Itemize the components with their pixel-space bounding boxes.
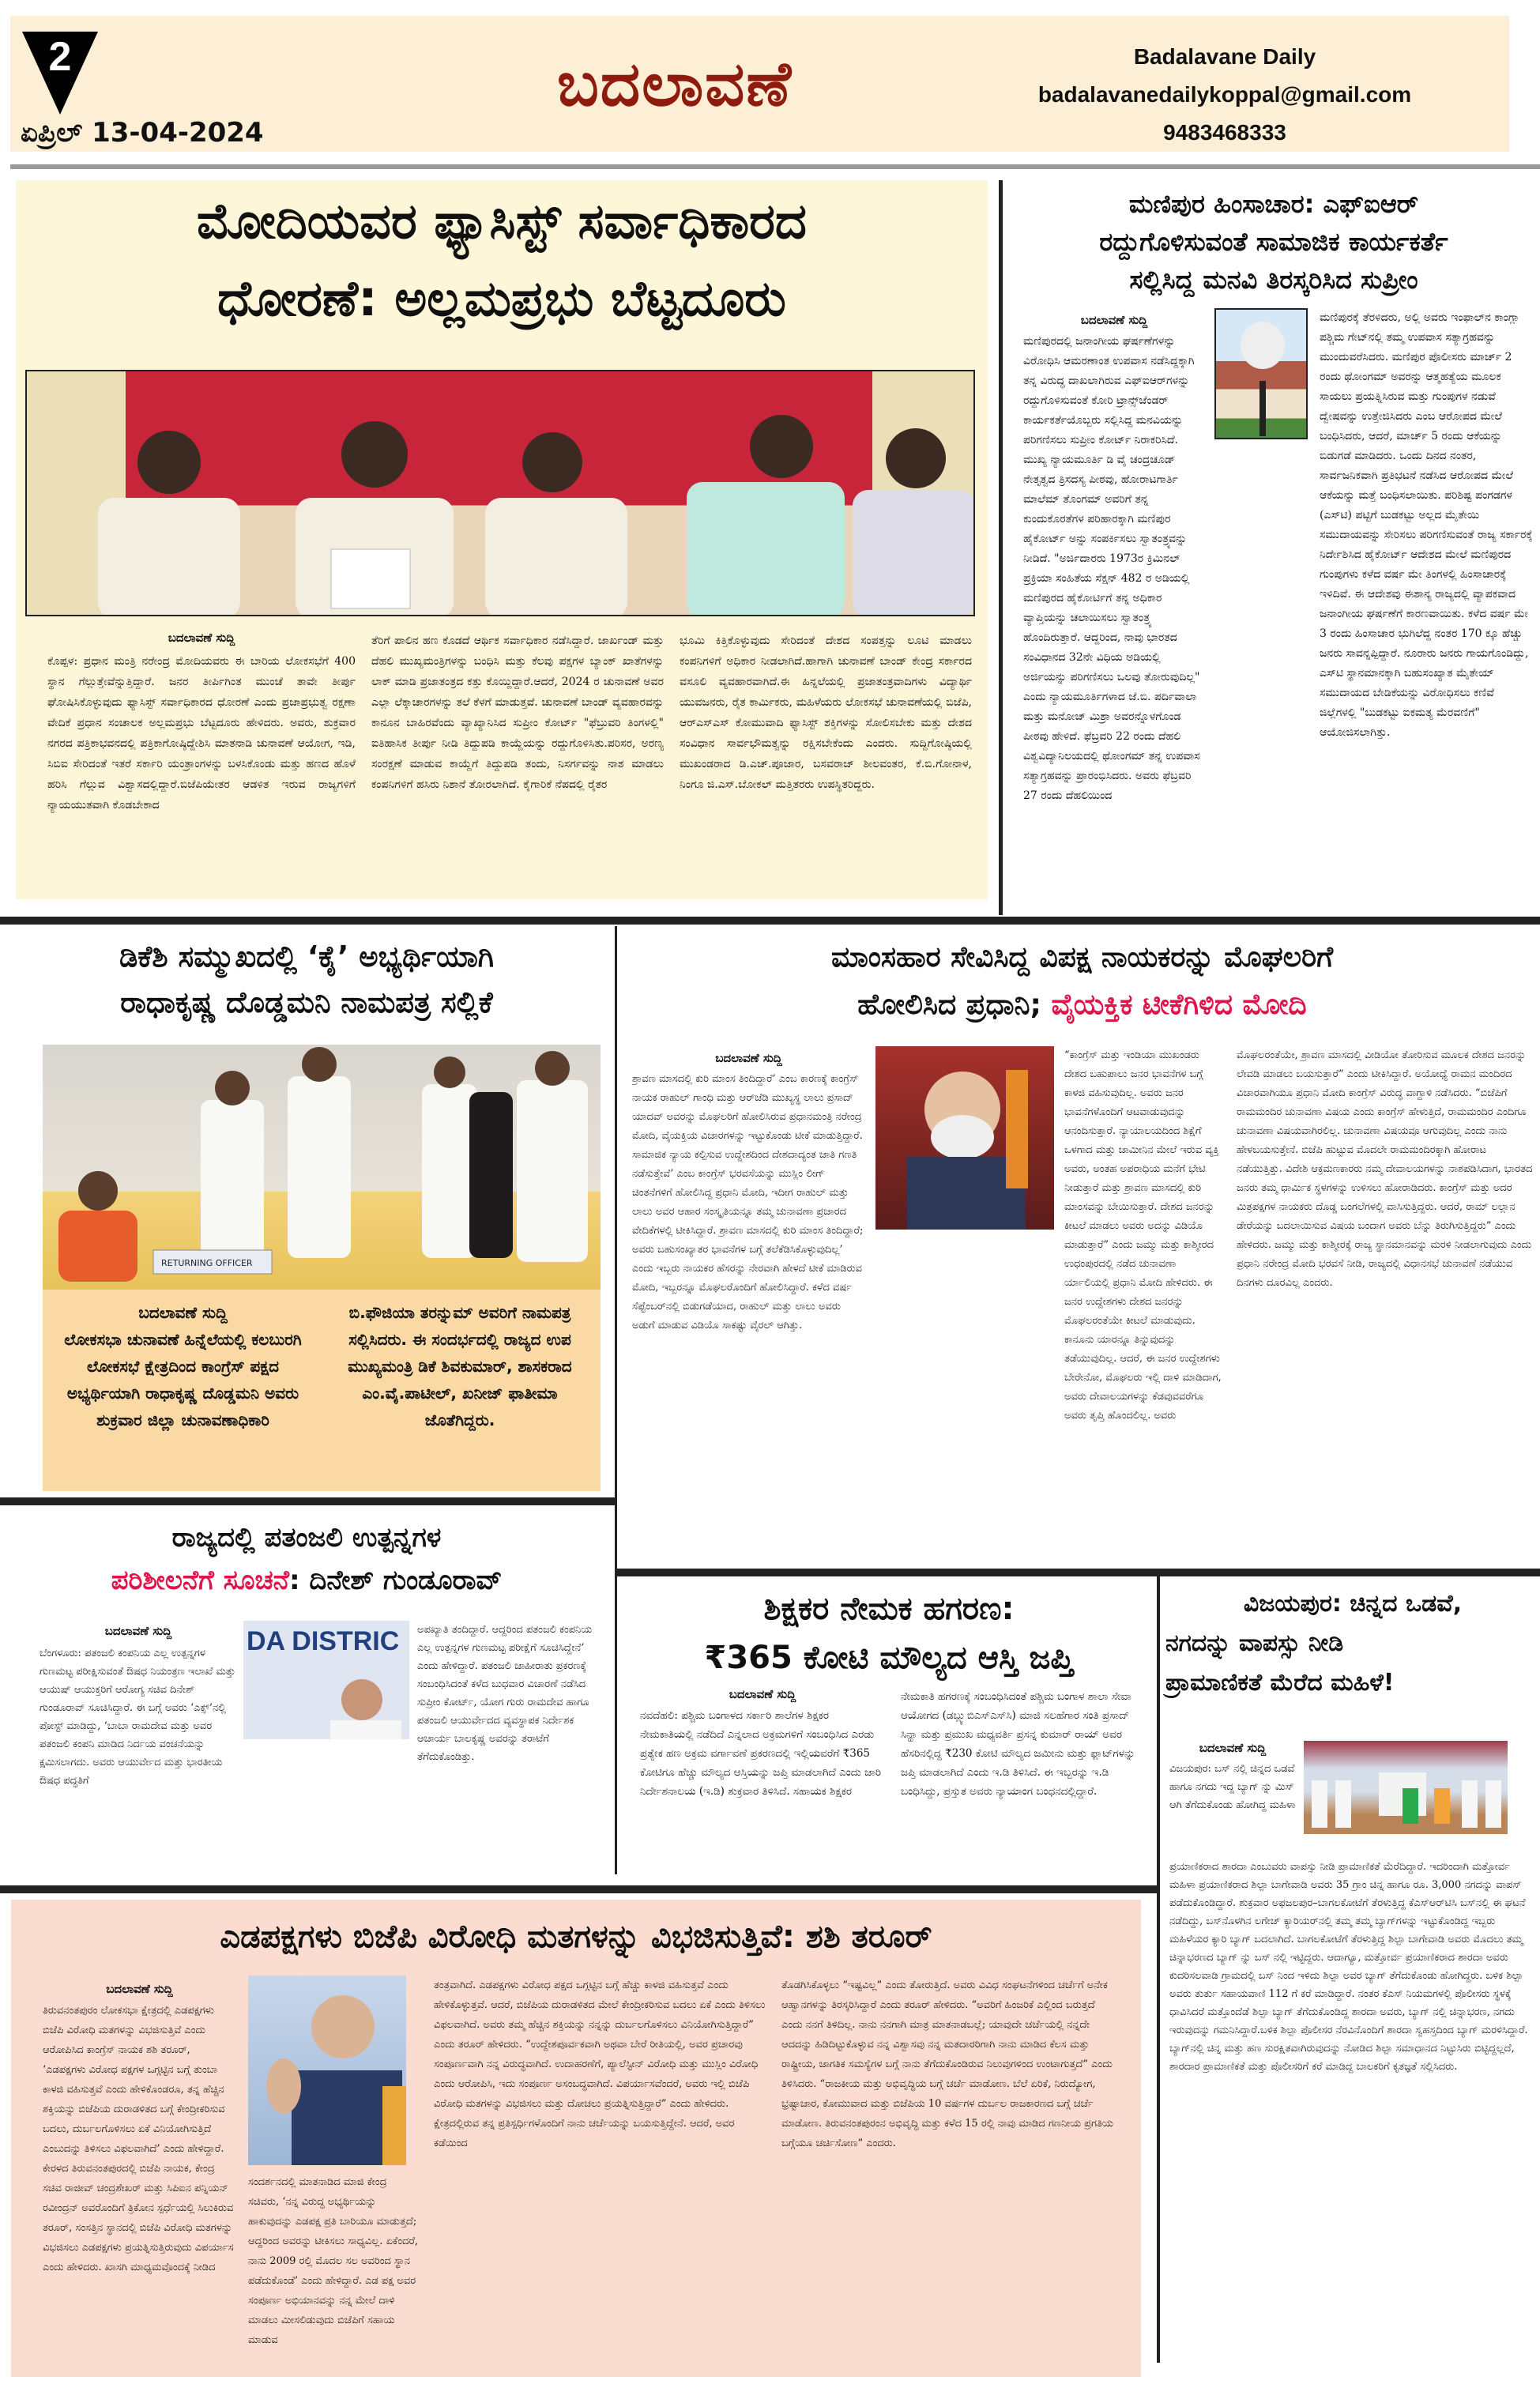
patanjali-headline-line2 bbox=[0, 1559, 613, 1602]
modi-headline-part-a: ಹೋಲಿಸಿದ ಪ್ರಧಾನಿ; bbox=[857, 989, 1041, 1021]
dk-article bbox=[0, 926, 613, 1495]
page-number: 2 bbox=[48, 34, 72, 80]
tharoor-headline: ಎಡಪಕ್ಷಗಳು ಬಿಜೆಪಿ ವಿರೋಧಿ ಮತಗಳನ್ನು ವಿಭಜಿಸುತ್ತಿವೆ: ಶಶಿ ತರೂರ್ bbox=[220, 1919, 932, 1955]
manipur-column-2: ಮಣಿಪುರಕ್ಕೆ ತೆರಳಿದರು, ಅಲ್ಲಿ ಅವರು ಇಂಫಾಲ್‌ನ ಕಾಂಗ್ಲಾ ಪಶ್ಚಿಮ ಗೇಟ್‌ನಲ್ಲಿ ತಮ್ಮ ಉಪವಾಸ ಸತ್ಯಾಗ್ರಹವನ್ನು ಮುಂದುವರೆಸಿದರು. ಮಣಿಪುರ ಪೊಲೀಸರು ಮಾರ್ಚ್ 2 ರಂದು ಥೋಂಗಮ್ ಅವರನ್ನು ಆತ್ಮಹತ್ಯೆಯ ಮೂಲಕ ಸಾಯಲು ಪ್ರಯತ್ನಿಸಿರುವ ಮತ್ತು ಗುಂಪುಗಳ ನಡುವೆ ದ್ವೇಷವನ್ನು ಉತ್ತೇಜಿಸಿದರು ಎಂಬ ಆರೋಪದ ಮೇಲೆ ಬಂಧಿಸಿದರು, ಆದರೆ, ಮಾರ್ಚ್ 5 ರಂದು ಆಕೆಯನ್ನು ಬಿಡುಗಡೆ ಮಾಡಿದರು. ಒಂದು ದಿನದ ನಂತರ, ಸಾರ್ವಜನಿಕವಾಗಿ ಪ್ರತಿಭಟನೆ ನಡೆಸಿದ ಆರೋಪದ ಮೇಲೆ ಆಕೆಯನ್ನು ಮತ್ತೆ ಬಂಧಿಸಲಾಯಿತು. ಪರಿಶಿಷ್ಟ ಪಂಗಡಗಳ (ಎಸ್‌ಟಿ) ಪಟ್ಟಿಗೆ ಬುಡಕಟ್ಟು ಅಲ್ಲದ ಮೈತೇಯಿ ಸಮುದಾಯವನ್ನು ಸೇರಿಸಲು ಪರಿಗಣಿಸುವಂತೆ ರಾಜ್ಯ ಸರ್ಕಾರಕ್ಕೆ ನಿರ್ದೇಶಿಸಿದ ಹೈಕೋರ್ಟ್ ಆದೇಶದ ಮೇಲೆ ಮಣಿಪುರದ ಗುಂಪುಗಳು ಕಳೆದ ವರ್ಷ ಮೇ ತಿಂಗಳಲ್ಲಿ ಹಿಂಸಾಚಾರಕ್ಕೆ ಇಳಿದಿವೆ. ಈ ಆದೇಶವು ಈಶಾನ್ಯ ರಾಜ್ಯದಲ್ಲಿ ವ್ಯಾಪಕವಾದ ಜನಾಂಗೀಯ ಘರ್ಷಣೆಗೆ ಕಾರಣವಾಯಿತು. ಕಳೆದ ವರ್ಷ ಮೇ 3 ರಂದು ಹಿಂಸಾಚಾರ ಭುಗಿಲೆದ್ದ ನಂತರ 170 ಕ್ಕೂ ಹೆಚ್ಚು ಜನರು ಸಾವನ್ನಪ್ಪಿದ್ದಾರೆ. ನೂರಾರು ಜನರು ಗಾಯಗೊಂಡಿದ್ದು, ಎಸ್‌ಟಿ ಸ್ಥಾನಮಾನಕ್ಕಾಗಿ ಬಹುಸಂಖ್ಯಾತ ಮೈತೇಯ್ ಸಮುದಾಯದ ಬೇಡಿಕೆಯನ್ನು ವಿರೋಧಿಸಲು ಕಣಿವೆ ಜಿಲ್ಲೆಗಳಲ್ಲಿ "ಬುಡಕಟ್ಟು ಐಕಮತ್ಯ ಮೆರವಣಿಗೆ" ಆಯೋಜಿಸಲಾಗಿತ್ತು. bbox=[1320, 311, 1533, 739]
nomination-photo bbox=[43, 1045, 601, 1290]
patanjali-article bbox=[0, 1505, 613, 1883]
teachers-kicker: ಬದಲಾವಣೆ ಸುದ್ದಿ bbox=[729, 1687, 796, 1701]
column-divider bbox=[999, 180, 1003, 915]
patanjali-kicker: ಬದಲಾವಣೆ ಸುದ್ದಿ bbox=[104, 1624, 172, 1638]
column-divider bbox=[1157, 1572, 1160, 2363]
column-divider bbox=[615, 926, 617, 1874]
vijayapura-article bbox=[1165, 1576, 1540, 2367]
tharoor-column-2: ಸಂದರ್ಶನದಲ್ಲಿ ಮಾತನಾಡಿದ ಮಾಜಿ ಕೇಂದ್ರ ಸಚಿವರು, ‘ನನ್ನ ವಿರುದ್ಧ ಅಭ್ಯರ್ಥಿಯನ್ನು ಹಾಕುವುದನ್ನು ಎಡಪಕ್ಷ ಪ್ರತಿ ಬಾರಿಯೂ ಮಾಡುತ್ತದೆ; ಆದ್ದರಿಂದ ಅವರನ್ನು ಟೀಕಿಸಲು ಸಾಧ್ಯವಿಲ್ಲ. ಏಕೆಂದರೆ, ನಾನು 2009 ರಲ್ಲಿ ಮೊದಲ ಸಲ ಅವರಿಂದ ಸ್ಥಾನ ಪಡೆದುಕೊಂಡೆ’ ಎಂದು ಹೇಳಿದ್ದಾರೆ. ಎಡ ಪಕ್ಷ ಅವರ ಸಂಪೂರ್ಣ ಅಭಿಯಾನವನ್ನು ನನ್ನ ಮೇಲೆ ದಾಳಿ ಮಾಡಲು ಮೀಸಲಿಡುವುದು ಬಿಜೆಪಿಗೆ ಸಹಾಯ ಮಾಡುವ bbox=[248, 2176, 418, 2346]
masthead-divider bbox=[10, 164, 1540, 169]
section-divider bbox=[0, 1885, 1158, 1893]
lead-article bbox=[16, 180, 988, 899]
modi-headline-line1: ಮಾಂಸಹಾರ ಸೇವಿಸಿದ್ದ ವಿಪಕ್ಷ ನಾಯಕರನ್ನು ಮೊಘಲರಿಗೆ bbox=[830, 941, 1334, 974]
dk-column-1: ಲೋಕಸಭಾ ಚುನಾವಣೆ ಹಿನ್ನೆಲೆಯಲ್ಲಿ ಕಲಬುರಗಿ ಲೋಕಸಭೆ ಕ್ಷೇತ್ರದಿಂದ ಕಾಂಗ್ರೆಸ್ ಪಕ್ಷದ ಅಭ್ಯರ್ಥಿಯಾಗಿ ರಾಧಾಕೃಷ್ಣ ದೊಡ್ಡಮನಿ ಅವರು ಶುಕ್ರವಾರ ಜಿಲ್ಲಾ ಚುನಾವಣಾಧಿಕಾರಿ bbox=[64, 1330, 302, 1429]
tharoor-column-1: ತಿರುವನಂತಪುರಂ ಲೋಕಸಭಾ ಕ್ಷೇತ್ರದಲ್ಲಿ ಎಡಪಕ್ಷಗಳು ಬಿಜೆಪಿ ವಿರೋಧಿ ಮತಗಳನ್ನು ವಿಭಜಿಸುತ್ತಿವೆ ಎಂದು ಆರೋಪಿಸಿದ ಕಾಂಗ್ರೆಸ್ ನಾಯಕ ಶಶಿ ತರೂರ್, ‘ಎಡಪಕ್ಷಗಳು ವಿರೋಧ ಪಕ್ಷಗಳ ಒಗ್ಗಟ್ಟಿನ ಬಗ್ಗೆ ತುಂಬಾ ಕಾಳಜಿ ವಹಿಸುತ್ತವೆ ಎಂದು ಹೇಳಿಕೊಂಡರೂ, ತನ್ನ ಹೆಚ್ಚಿನ ಶಕ್ತಿಯನ್ನು ಬಿಜೆಪಿಯ ದುರಾಡಳಿತದ ಬಗ್ಗೆ ಕೇಂದ್ರೀಕರಿಸುವ ಬದಲು, ದುರ್ಬಲಗೊಳಿಸಲು ಏಕೆ ವಿನಿಯೋಗಿಸುತ್ತಿದೆ ಎಂಬುದನ್ನು ತಿಳಿಸಲು ವಿಫಲವಾಗಿದೆ’ ಎಂದು ಹೇಳಿದ್ದಾರೆ. ಕೇರಳದ ತಿರುವನಂತಪುರದಲ್ಲಿ ಬಿಜೆಪಿ ನಾಯಕ, ಕೇಂದ್ರ ಸಚಿವ ರಾಜೀವ್ ಚಂದ್ರಶೇಖರ್ ಮತ್ತು ಸಿಪಿಐನ ಪನ್ನಿಯನ್ ರವೀಂದ್ರನ್ ಅವರೊಂದಿಗೆ ತ್ರಿಕೋನ ಸ್ಪರ್ಧೆಯಲ್ಲಿ ಸಿಲುಕಿರುವ ತರೂರ್, ಸಂಸತ್ತಿನ ಸ್ಥಾನದಲ್ಲಿ ಬಿಜೆಪಿ ವಿರೋಧಿ ಮತಗಳನ್ನು ವಿಭಜಿಸಲು ಎಡಪಕ್ಷಗಳು ಪ್ರಯತ್ನಿಸುತ್ತಿರುವುದು ವಿಪರ್ಯಾಸ ಎಂದು ಹೇಳಿದರು. ಖಾಸಗಿ ಮಾಧ್ಯಮವೊಂದಕ್ಕೆ ನೀಡಿದ bbox=[43, 2005, 234, 2273]
modi-headline-part-b: ವೈಯಕ್ತಿಕ ಟೀಕೆಗಿಳಿದ ಮೋದಿ bbox=[1051, 989, 1307, 1021]
vijayapura-headline-line2: ನಗದನ್ನು ವಾಪಸ್ಸು ನೀಡಿ bbox=[1165, 1629, 1344, 1657]
contact-phone: 9483468333 bbox=[1163, 120, 1286, 145]
supreme-court-photo bbox=[1214, 308, 1308, 439]
modi-portrait bbox=[875, 1046, 1054, 1230]
modi-kicker: ಬದಲಾವಣೆ ಸುದ್ದಿ bbox=[715, 1051, 782, 1065]
patanjali-headline-part-b: : ದಿನೇಶ್ ಗುಂಡೂರಾವ್ bbox=[288, 1565, 503, 1596]
nomination-illustration bbox=[43, 1045, 601, 1290]
vijayapura-headline-line3: ಪ್ರಾಮಾಣಿಕತೆ ಮೆರೆದ ಮಹಿಳೆ! bbox=[1165, 1669, 1395, 1697]
masthead-contact bbox=[1027, 38, 1422, 152]
modi-photo bbox=[875, 1046, 1054, 1230]
manipur-article bbox=[1007, 180, 1540, 915]
manipur-headline-line1: ಮಣಿಪುರ ಹಿಂಸಾಚಾರ: ಎಫ್ಐಆರ್ bbox=[1128, 189, 1419, 219]
section-divider bbox=[616, 1569, 1540, 1576]
teachers-column-2: ನೇಮಕಾತಿ ಹಗರಣಕ್ಕೆ ಸಂಬಂಧಿಸಿದಂತೆ ಪಶ್ಚಿಮ ಬಂಗಾಳ ಶಾಲಾ ಸೇವಾ ಆಯೋಗದ (ಡಬ್ಲ್ಯುಬಿಎಸ್‌ಎಸ್‌ಸಿ) ಮಾಜಿ ಸಲಹೆಗಾರ ಸಂತಿ ಪ್ರಸಾದ್ ಸಿನ್ಹಾ ಮತ್ತು ಪ್ರಮುಖ ಮಧ್ಯವರ್ತಿ ಪ್ರಸನ್ನ ಕುಮಾರ್ ರಾಯ್ ಅವರ ಹೆಸರಿನಲ್ಲಿದ್ದ ₹230 ಕೋಟಿ ಮೌಲ್ಯದ ಜಮೀನು ಮತ್ತು ಫ್ಲಾಟ್‌ಗಳನ್ನು ಜಪ್ತಿ ಮಾಡಲಾಗಿದೆ ಎಂದು ಇ.ಡಿ ತಿಳಿಸಿದೆ. ಈ ಇಬ್ಬರನ್ನು ಇ.ಡಿ ಬಂಧಿಸಿದ್ದು, ಪ್ರಸ್ತುತ ಅವರು ನ್ಯಾಯಾಂಗ ಬಂಧನದಲ್ಲಿದ್ದಾರೆ. bbox=[901, 1690, 1135, 1798]
tharoor-kicker: ಬದಲಾವಣೆ ಸುದ್ದಿ bbox=[106, 1982, 173, 1996]
patanjali-headline-part-a: ಪರಿಶೀಲನೆಗೆ ಸೂಚನೆ bbox=[111, 1565, 289, 1596]
modi-headline-line2 bbox=[624, 981, 1540, 1029]
dk-caption-panel bbox=[43, 1290, 601, 1491]
teachers-headline-line1: ಶಿಕ್ಷಕರ ನೇಮಕ ಹಗರಣ: bbox=[763, 1591, 1015, 1627]
press-meet-photo bbox=[25, 370, 975, 616]
manipur-headline-line3: ಸಲ್ಲಿಸಿದ್ದ ಮನವಿ ತಿರಸ್ಕರಿಸಿದ ಸುಪ್ರೀಂ bbox=[1129, 265, 1418, 295]
tharoor-column-4: ತೊಡಗಿಸಿಕೊಳ್ಳಲು “ಇಷ್ಟವಿಲ್ಲ” ಎಂದು ತೋರುತ್ತಿದೆ. ಅವರು ವಿವಿಧ ಸಂಘಟನೆಗಳಿಂದ ಚರ್ಚೆಗೆ ಅನೇಕ ಆಹ್ವಾನಗಳನ್ನು ತಿರಸ್ಕರಿಸಿದ್ದಾರೆ ಎಂದು ತರೂರ್ ಹೇಳಿದರು. “ಅವರಿಗೆ ಹಿಂಜರಿಕೆ ಎಲ್ಲಿಂದ ಬರುತ್ತದೆ ಎಂದು ನನಗೆ ತಿಳಿದಿಲ್ಲ. ನಾನು ನನಗಾಗಿ ಮಾತ್ರ ಮಾತನಾಡಬಲ್ಲೆ; ಯಾವುದೇ ಚರ್ಚೆಯಲ್ಲಿ ನನ್ನದೇ ಆದದನ್ನು ಹಿಡಿದಿಟ್ಟುಕೊಳ್ಳುವ ನನ್ನ ವಿಶ್ವಾಸವು ನನ್ನ ಮತದಾರರಿಗಾಗಿ ನಾನು ಮಾಡಿದ ಕೆಲಸ ಮತ್ತು ರಾಷ್ಟ್ರೀಯ, ಜಾಗತಿಕ ಸಮಸ್ಯೆಗಳ ಬಗ್ಗೆ ನಾನು ತೆಗೆದುಕೊಂಡಿರುವ ನಿಲುವುಗಳಿಂದ ಉಂಟಾಗುತ್ತದೆ” ಎಂದು ತಿಳಿಸಿದರು. “ರಾಜಕೀಯ ಮತ್ತು ಅಭಿವೃದ್ಧಿಯ ಬಗ್ಗೆ ಚರ್ಚೆ ಮಾಡೋಣ. ಬೆಲೆ ಏರಿಕೆ, ನಿರುದ್ಯೋಗ, ಭ್ರಷ್ಟಾಚಾರ, ಕೋಮುವಾದ ಮತ್ತು ಬಿಜೆಪಿಯ 10 ವರ್ಷಗಳ ದುರ್ಬಲ ರಾಜಕಾರಣದ ಬಗ್ಗೆ ಚರ್ಚೆ ಮಾಡೋಣ. ತಿರುವನಂತಪುರಂನ ಅಭಿವೃದ್ಧಿ ಮತ್ತು ಕಳೆದ 15 ರಲ್ಲಿ ನಾವು ಮಾಡಿದ ಗಣನೀಯ ಪ್ರಗತಿಯ ಬಗ್ಗೆಯೂ ಚರ್ಚಿಸೋಣ” ಎಂದರು. bbox=[781, 1979, 1113, 2149]
publication-name: Badalavane Daily bbox=[1133, 44, 1316, 69]
teachers-scam-article bbox=[624, 1576, 1154, 1881]
lead-column-3: ಭೂಮಿ ಕಿತ್ತಿಕೊಳ್ಳುವುದು ಸೇರಿದಂತೆ ದೇಶದ ಸಂಪತ್ತನ್ನು ಲೂಟಿ ಮಾಡಲು ಕಂಪನಿಗಳಿಗೆ ಅಧಿಕಾರ ನೀಡಲಾಗಿದೆ.ಹಾಗಾಗಿ ಚುನಾವಣೆ ಬಾಂಡ್ ಕೇಂದ್ರ ಸರ್ಕಾರದ ವಸೂಲಿ ವ್ಯವಹಾರವಾಗಿದೆ.ಈ ಹಿನ್ನಲೆಯಲ್ಲಿ ಪ್ರಜಾತಂತ್ರವಾದಿಗಳು ವಿದ್ಯಾರ್ಥಿ ಯುವಜನರು, ರೈತ ಕಾರ್ಮಿಕರು, ಮಹಿಳೆಯರು ಲೋಕಸಭೆ ಚುನಾವಣೆಯಲ್ಲಿ ಬಿಜೆಪಿ, ಆರ್‌ಎಸ್‌ಎಸ್ ಕೋಮುವಾದಿ ಫ್ಯಾಸಿಸ್ಟ್ ಶಕ್ತಿಗಳನ್ನು ಸೋಲಿಸಬೇಕು ಮತ್ತು ದೇಶದ ಸಂವಿಧಾನ ಸಾರ್ವಭೌಮತ್ವನ್ನು ರಕ್ಷಿಸಬೇಕೆಂದು ಎಂದರು. ಸುದ್ದಿಗೋಷ್ಠಿಯಲ್ಲಿ ಮುಖಂಡರಾದ ಡಿ.ಎಚ್.ಪೂಜಾರ, ಬಸವರಾಜ್ ಶೀಲವಂತರ, ಕೆ.ಬಿ.ಗೋನಾಳ, ನಿಂಗೂ ಜಿ.ಎಸ್.ಬೋಕಲ್ ಮತ್ತಿತರರು ಉಪಸ್ಥಿತರಿದ್ದರು. bbox=[680, 635, 972, 791]
dk-headline-line1: ಡಿಕೆಶಿ ಸಮ್ಮುಖದಲ್ಲಿ ‘ಕೈ’ ಅಭ್ಯರ್ಥಿಯಾಗಿ bbox=[119, 940, 494, 974]
lead-kicker: ಬದಲಾವಣೆ ಸುದ್ದಿ bbox=[168, 631, 235, 645]
lead-headline-line2: ಧೋರಣೆ: ಅಲ್ಲಮಪ್ರಭು ಬೆಟ್ಟದೂರು bbox=[217, 269, 786, 327]
contact-email[interactable]: badalavanedailykoppal@gmail.com bbox=[1037, 82, 1412, 107]
tharoor-photo bbox=[248, 1976, 406, 2165]
vijayapura-kicker: ಬದಲಾವಣೆ ಸುದ್ದಿ bbox=[1199, 1741, 1267, 1755]
modi-article bbox=[624, 926, 1540, 1527]
newspaper-logo: ಬದಲಾವಣೆ bbox=[557, 49, 793, 120]
patanjali-headline-line1: ರಾಜ್ಯದಲ್ಲಿ ಪತಂಜಲಿ ಉತ್ಪನ್ನಗಳ bbox=[171, 1522, 442, 1554]
issue-date: ಏಪ್ರಿಲ್ 13-04-2024 bbox=[21, 117, 264, 149]
dk-headline-line2: ರಾಧಾಕೃಷ್ಣ ದೊಡ್ಡಮನಿ ನಾಮಪತ್ರ ಸಲ್ಲಿಕೆ bbox=[120, 985, 493, 1019]
supreme-court-dome-icon bbox=[1216, 310, 1308, 439]
vijayapura-photo bbox=[1304, 1741, 1508, 1834]
tharoor-portrait bbox=[248, 1976, 406, 2165]
section-divider bbox=[0, 1497, 615, 1505]
dk-column-2: ಬಿ.ಫೌಜಿಯಾ ತರನ್ನುಮ್ ಅವರಿಗೆ ನಾಮಪತ್ರ ಸಲ್ಲಿಸಿದರು. ಈ ಸಂದರ್ಭದಲ್ಲಿ ರಾಜ್ಯದ ಉಪ ಮುಖ್ಯಮಂತ್ರಿ ಡಿಕೆ ಶಿವಕುಮಾರ್, ಶಾಸಕರಾದ ಎಂ.ವೈ.ಪಾಟೀಲ್, ಖನೀಜ್ ಫಾತೀಮಾ ಜೊತೆಗಿದ್ದರು. bbox=[348, 1303, 572, 1429]
dinesh-gundurao-photo bbox=[243, 1621, 409, 1739]
vijayapura-column-2: ಪ್ರಯಾಣಿಕರಾದ ಶಾರದಾ ಎಂಬುವರು ವಾಪಸ್ಸು ನೀಡಿ ಪ್ರಾಮಾಣಿಕತೆ ಮೆರೆದಿದ್ದಾರೆ. ಇದರಿಂದಾಗಿ ಮತ್ತೋರ್ವ ಮಹಿಳಾ ಪ್ರಯಾಣಿಕರಾದ ಶಿಲ್ಪಾ ಬಾಗೇವಾಡಿ ಅವರು 35 ಗ್ರಾಂ ಚಿನ್ನ ಹಾಗೂ ರೂ. 3,000 ನಗದನ್ನು ವಾಪಸ್ ಪಡೆದುಕೊಂಡಿದ್ದಾರೆ. ಶುಕ್ರವಾರ ಅಫಜಲಪುರ–ಬಾಗಲಕೋಟೆಗೆ ತೆರಳುತ್ತಿದ್ದ ಕೆಎಸ್‌ಆರ್‌ಟಿಸಿ ಬಸ್‌ನಲ್ಲಿ ಈ ಘಟನೆ ನಡೆದಿದ್ದು, ಬಸ್‌ನೊಳಗಿನ ಲಗೇಜ್ ಕ್ಯಾರಿಯರ್‌ನಲ್ಲಿ ತಮ್ಮ ತಮ್ಮ ಬ್ಯಾಗ್‌ಗಳನ್ನು ಇಟ್ಟುಕೊಂಡಿದ್ದ ಇಬ್ಬರು ಮಹಿಳೆಯರ ಕ್ಯಾರಿ ಬ್ಯಾಗ್ ಬದಲಾಗಿದೆ. ಬಾಗಲಕೋಟೆಗೆ ತೆರಳುತ್ತಿದ್ದ ಶಿಲ್ಪಾ ಬಾಗೇವಾಡಿ ಅವರು ಮೊದಲು ತಮ್ಮ ಚಿನ್ನಾಭರಣದ ಬ್ಯಾಗ್ ನ್ನು ಬಸ್ ನಲ್ಲಿ ಇಟ್ಟಿದ್ದರು. ಆದಾಗ್ಯೂ, ಮತ್ತೋರ್ವ ಪ್ರಯಾಣಿಕರಾದ ಶಾರದಾ ಅವರು ಕುದರಿಸಲವಾಡಿ ಗ್ರಾಮದಲ್ಲಿ ಬಸ್ ನಿಂದ ಇಳಿದು ಶಿಲ್ಪಾ ಅವರ ಬ್ಯಾಗ್ ತೆಗೆದುಕೊಂಡು ಹೋಗಿದ್ದರು. ಬಳಿಕ ಶಿಲ್ಪಾ ಅವರು ತುರ್ತು ಸಹಾಯವಾಣಿ 112 ಗೆ ಕರೆ ಮಾಡಿದ್ದಾರೆ. ನಂತರ ಕೆಎಸ್ ನಿಯಮಗಳಲ್ಲಿ ಪೊಲೀಸರು ಸ್ಥಳಕ್ಕೆ ಧಾವಿಸಿದರೆ ಮತ್ತೊಂದೆಡೆ ಶಿಲ್ಪಾ ಬ್ಯಾಗ್ ತೆಗೆದುಕೊಂಡಿದ್ದ ಶಾರದಾ ಅವರು, ಬ್ಯಾಗ್ ನಲ್ಲಿ ಚಿನ್ನಾಭರಣ, ನಗದು ಇರುವುದನ್ನು ಗಮನಿಸಿದ್ದಾರೆ.ಬಳಿಕ ಶಿಲ್ಪಾ ಪೊಲೀಸರ ನೆರವಿನೊಂದಿಗೆ ಶಾರದಾ ಸ್ವಹಸ್ತದಿಂದ ಬ್ಯಾಗ್ ಮರಳಿಸಿದ್ದಾರೆ. ಬ್ಯಾಗ್‌ನಲ್ಲಿ ಚಿನ್ನ ಮತ್ತು ಹಣ ಸುರಕ್ಷಿತವಾಗಿರುವುದನ್ನು ನೋಡಿದ ಶಿಲ್ಪಾ ಸಮಾಧಾನದ ನಿಟ್ಟುಸಿರು ಬಿಟ್ಟಿದ್ದಲ್ಲದೆ, ಶಾರದಾರ ಪ್ರಾಮಾಣಿಕತೆ ಮತ್ತು ಪೊಲೀಸರಿಗೆ ಕರೆ ಮಾಡಿದ್ದ ಬಾಲಕರಿಗೆ ಕೃತಜ್ಞತೆ ಸಲ್ಲಿಸಿದರು. bbox=[1169, 1861, 1528, 2073]
lead-column-2: ತೆರಿಗೆ ಪಾಲಿನ ಹಣ ಕೊಡದೆ ಆರ್ಥಿಕ ಸರ್ವಾಧಿಕಾರ ನಡೆಸಿದ್ದಾರೆ. ಜಾರ್ಖಂಡ್ ಮತ್ತು ದೆಹಲಿ ಮುಖ್ಯಮಂತ್ರಿಗಳನ್ನು ಬಂಧಿಸಿ ಮತ್ತು ಕೆಲವು ಪಕ್ಷಗಳ ಬ್ಯಾಂಕ್ ಖಾತೆಗಳನ್ನು ಲಾಕ್ ಮಾಡಿ ಪ್ರಜಾತಂತ್ರದ ಕತ್ತು ಕೊಯ್ದಿದ್ದಾರೆ.ಆದರೆ, 2024 ರ ಚುನಾವಣೆ ಅವರ ಎಲ್ಲಾ ಲೆಕ್ಕಾಚಾರಗಳನ್ನು ತಲೆ ಕೆಳಗೆ ಮಾಡುತ್ತವೆ. ಚುನಾವಣೆ ಬಾಂಡ್ ವ್ಯವಹಾರವನ್ನು ಕಾನೂನ ಬಾಹಿರವೆಂದು ವ್ಯಾಖ್ಯಾನಿಸಿದ ಸುಪ್ರೀಂ ಕೋರ್ಟ್ "ಫೆಬ್ರುವರಿ ತಿಂಗಳಲ್ಲಿ" ಐತಿಹಾಸಿಕ ತೀರ್ಪು ನೀಡಿ ತಿದ್ದುಪಡಿ ಕಾಯ್ದೆಯನ್ನು ರದ್ದುಗೊಳಿಸಿತು.ಪರಿಸರ, ಅರಣ್ಯ ಸಂರಕ್ಷಣೆ ಮಾಡುವ ಕಾಯ್ದೆಗೆ ತಿದ್ದುಪಡಿ ತಂದು, ನಿಸರ್ಗವನ್ನು ನಾಶ ಮಾಡಲು ಕಂಪನಿಗಳಿಗೆ ಹಸಿರು ನಿಶಾನೆ ತೋರಲಾಗಿದೆ. ಕೈಗಾರಿಕೆ ನೆಪದಲ್ಲಿ ರೈತರ bbox=[371, 635, 664, 791]
vijayapura-headline-line1: ವಿಜಯಪುರ: ಚಿನ್ನದ ಒಡವೆ, bbox=[1243, 1590, 1463, 1618]
modi-column-2: “ಕಾಂಗ್ರೆಸ್ ಮತ್ತು ಇಂಡಿಯಾ ಮುಖಂಡರು ದೇಶದ ಬಹುಪಾಲು ಜನರ ಭಾವನೆಗಳ ಬಗ್ಗೆ ಕಾಳಜಿ ವಹಿಸುವುದಿಲ್ಲ. ಅವರು ಜನರ ಭಾವನೆಗಳೊಂದಿಗೆ ಆಟವಾಡುವುದನ್ನು ಆನಂದಿಸುತ್ತಾರೆ. ನ್ಯಾಯಾಲಯದಿಂದ ಶಿಕ್ಷೆಗೆ ಒಳಗಾದ ಮತ್ತು ಜಾಮೀನಿನ ಮೇಲೆ ಇರುವ ವ್ಯಕ್ತಿ ಅವರು, ಅಂತಹ ಅಪರಾಧಿಯ ಮನೆಗೆ ಭೇಟಿ ನೀಡುತ್ತಾರೆ ಮತ್ತು ಶ್ರಾವಣ ಮಾಸದಲ್ಲಿ ಕುರಿ ಮಾಂಸವನ್ನು ಬೇಯಿಸುತ್ತಾರೆ. ದೇಶದ ಜನರನ್ನು ಕೀಟಲೆ ಮಾಡಲು ಅವರು ಅದನ್ನು ವಿಡಿಯೊ ಮಾಡುತ್ತಾರೆ” ಎಂದು ಜಮ್ಮು ಮತ್ತು ಕಾಶ್ಮೀರದ ಉಧಂಪುರದಲ್ಲಿ ನಡೆದ ಚುನಾವಣಾ ರ್ಯಾಲಿಯಲ್ಲಿ ಪ್ರಧಾನಿ ಮೋದಿ ಹೇಳಿದರು. ಈ ಜನರ ಉದ್ದೇಶಗಳು ದೇಶದ ಜನರನ್ನು ಮೊಘಲರಂತೆಯೇ ಕೀಟಲೆ ಮಾಡುವುದು. ಕಾನೂನು ಯಾರನ್ನೂ ತಿನ್ನುವುದನ್ನು ತಡೆಯುವುದಿಲ್ಲ. ಆದರೆ, ಈ ಜನರ ಉದ್ದೇಶಗಳು ಬೇರೇನೋ, ಮೊಘಲರು ಇಲ್ಲಿ ದಾಳಿ ಮಾಡಿದಾಗ, ಅವರು ದೇವಾಲಯಗಳನ್ನು ಕೆಡವುವವರೆಗೂ ಅವರು ತೃಪ್ತಿ ಹೊಂದಲಿಲ್ಲ. ಅವರು bbox=[1064, 1049, 1222, 1422]
section-divider bbox=[0, 917, 1540, 925]
teachers-headline-line2: ₹365 ಕೋಟಿ ಮೌಲ್ಯದ ಆಸ್ತಿ ಜಪ್ತಿ bbox=[704, 1640, 1074, 1676]
tharoor-column-3: ತಂತ್ರವಾಗಿದೆ. ಎಡಪಕ್ಷಗಳು ವಿರೋಧ ಪಕ್ಷದ ಒಗ್ಗಟ್ಟಿನ ಬಗ್ಗೆ ಹೆಚ್ಚು ಕಾಳಜಿ ವಹಿಸುತ್ತವೆ ಎಂದು ಹೇಳಿಕೊಳ್ಳುತ್ತವೆ. ಆದರೆ, ಬಿಜೆಪಿಯ ದುರಾಡಳಿತದ ಮೇಲೆ ಕೇಂದ್ರೀಕರಿಸುವ ಬದಲು ಏಕೆ ಎಂದು ತಿಳಿಸಲು ವಿಫಲವಾಗಿದೆ. ಅವರು ತಮ್ಮ ಹೆಚ್ಚಿನ ಶಕ್ತಿಯನ್ನು ನನ್ನನ್ನು ದುರ್ಬಲಗೊಳಿಸಲು ವಿನಿಯೋಗಿಸುತ್ತಿದ್ದಾರೆ” ಎಂದು ತರೂರ್ ಹೇಳಿದರು. “ಉದ್ದೇಶಪೂರ್ವಕವಾಗಿ ಅಥವಾ ಬೇರೆ ರೀತಿಯಲ್ಲಿ, ಅವರ ಪ್ರಚಾರವು ಸಂಪೂರ್ಣವಾಗಿ ನನ್ನ ವಿರುದ್ಧವಾಗಿದೆ. ಉದಾಹರಣೆಗೆ, ಪ್ಯಾಲೆಸ್ಟೀನ್ ವಿರೋಧಿ ಮತ್ತು ಮುಸ್ಲಿಂ ವಿರೋಧಿ ಎಂದು ಆರೋಪಿಸಿ, ಇದು ಸಂಪೂರ್ಣ ಅಸಂಬದ್ಧವಾಗಿದೆ. ವಿಪರ್ಯಾಸವೆಂದರೆ, ಅವರು ಇಲ್ಲಿ ಬಿಜೆಪಿ ವಿರೋಧಿ ಮತಗಳನ್ನು ವಿಭಜಿಸಲು ಮತ್ತು ದೋಚಲು ಪ್ರಯತ್ನಿಸುತ್ತಿದ್ದಾರೆ” ಎಂದು ಹೇಳಿದರು. ಕ್ಷೇತ್ರದಲ್ಲಿರುವ ತನ್ನ ಪ್ರತಿಸ್ಪರ್ಧಿಗಳೊಂದಿಗೆ ನಾನು ಚರ್ಚೆಯನ್ನು ಬಯಸುತ್ತಿದ್ದೇನೆ. ಆದರೆ, ಅವರ ಕಡೆಯಿಂದ bbox=[434, 1979, 766, 2149]
vijayapura-column-1: ವಿಜಯಪುರ: ಬಸ್ ನಲ್ಲಿ ಚಿನ್ನದ ಒಡವೆ ಹಾಗೂ ನಗದು ಇದ್ದ ಬ್ಯಾಗ್ ನ್ನು ಮಿಸ್ ಆಗಿ ತೆಗೆದುಕೊಂಡು ಹೋಗಿದ್ದ ಮಹಿಳಾ bbox=[1169, 1763, 1296, 1811]
patanjali-column-2: ಅಪಖ್ಯಾತಿ ತಂದಿದ್ದಾರೆ. ಆದ್ದರಿಂದ ಪತಂಜಲಿ ಕಂಪನಿಯ ಎಲ್ಲ ಉತ್ಪನ್ನಗಳ ಗುಣಮಟ್ಟ ಪರೀಕ್ಷೆಗೆ ಸೂಚಿಸಿದ್ದೇನೆ’ ಎಂದು ಹೇಳಿದ್ದಾರೆ. ಪತಂಜಲಿ ಜಾಹೀರಾತು ಪ್ರಕರಣಕ್ಕೆ ಸಂಬಂಧಿಸಿದಂತೆ ಕಳೆದ ಬುಧವಾರ ವಿಚಾರಣೆ ನಡೆಸಿದ ಸುಪ್ರೀಂ ಕೋರ್ಟ್, ಯೋಗ ಗುರು ರಾಮದೇವ ಹಾಗೂ ಪತಂಜಲಿ ಆಯುರ್ವೇದದ ವ್ಯವಸ್ಥಾಪಕ ನಿರ್ದೇಶಕ ಆಚಾರ್ಯ ಬಾಲಕೃಷ್ಣ ಅವರನ್ನು ತರಾಟೆಗೆ ತೆಗೆದುಕೊಂಡಿತ್ತು. bbox=[417, 1624, 593, 1763]
teachers-column-1: ನವದೆಹಲಿ: ಪಶ್ಚಿಮ ಬಂಗಾಳದ ಸರ್ಕಾರಿ ಶಾಲೆಗಳ ಶಿಕ್ಷಕರ ನೇಮಕಾತಿಯಲ್ಲಿ ನಡೆದಿದೆ ಎನ್ನಲಾದ ಅಕ್ರಮಗಳಿಗೆ ಸಂಬಂಧಿಸಿದ ಎರಡು ಪ್ರತ್ಯೇಕ ಹಣ ಅಕ್ರಮ ವರ್ಗಾವಣೆ ಪ್ರಕರಣದಲ್ಲಿ ಇಲ್ಲಿಯವರೆಗೆ ₹365 ಕೋಟಿಗೂ ಹೆಚ್ಚು ಮೌಲ್ಯದ ಆಸ್ತಿಯನ್ನು ಜಪ್ತಿ ಮಾಡಲಾಗಿದೆ ಎಂದು ಜಾರಿ ನಿರ್ದೇಶನಾಲಯ (ಇ.ಡಿ) ಶುಕ್ರವಾರ ತಿಳಿಸಿದೆ. ಸಹಾಯಕ ಶಿಕ್ಷಕರ bbox=[640, 1709, 881, 1798]
modi-column-3: ಮೊಘಲರಂತೆಯೇ, ಶ್ರಾವಣ ಮಾಸದಲ್ಲಿ ವೀಡಿಯೋ ತೋರಿಸುವ ಮೂಲಕ ದೇಶದ ಜನರನ್ನು ಲೇವಡಿ ಮಾಡಲು ಬಯಸುತ್ತಾರೆ” ಎಂದು ಟೀಕಿಸಿದ್ದಾರೆ. ಅಯೋಧ್ಯೆ ರಾಮನ ಮಂದಿರದ ವಿಚಾರವಾಗಿಯೂ ಪ್ರಧಾನಿ ಮೋದಿ ಕಾಂಗ್ರೆಸ್ ವಿರುದ್ಧ ವಾಗ್ದಾಳಿ ನಡೆಸಿದರು. “ಬಿಜೆಪಿಗೆ ರಾಮಮಂದಿರ ಚುನಾವಣಾ ವಿಷಯ ಎಂದು ಕಾಂಗ್ರೆಸ್ ಹೇಳುತ್ತಿದೆ, ರಾಮಮಂದಿರ ಎಂದಿಗೂ ಚುನಾವಣಾ ವಿಷಯವಾಗಿರಲಿಲ್ಲ. ಚುನಾವಣಾ ವಿಷಯವೂ ಆಗುವುದಿಲ್ಲ ಎಂದು ನಾನು ಹೇಳಬಯಸುತ್ತೇನೆ. ಬಿಜೆಪಿ ಹುಟ್ಟುವ ಮೊದಲೇ ರಾಮಮಂದಿರಕ್ಕಾಗಿ ಹೋರಾಟ ನಡೆಯುತ್ತಿತ್ತು. ವಿದೇಶಿ ಆಕ್ರಮಣಕಾರರು ನಮ್ಮ ದೇವಾಲಯಗಳನ್ನು ನಾಶಪಡಿಸಿದಾಗ, ಭಾರತದ ಜನರು ತಮ್ಮ ಧಾರ್ಮಿಕ ಸ್ಥಳಗಳನ್ನು ಉಳಿಸಲು ಹೋರಾಡಿದರು. ಕಾಂಗ್ರೆಸ್ ಮತ್ತು ಅದರ ಮಿತ್ರಪಕ್ಷಗಳ ನಾಯಕರು ದೊಡ್ಡ ಬಂಗಲೆಗಳಲ್ಲಿ ವಾಸಿಸುತ್ತಿದ್ದರು. ಆದರೆ, ರಾಮ್ ಲಲ್ಲಾನ ಡೇರೆಯನ್ನು ಬದಲಾಯಿಸುವ ವಿಷಯ ಬಂದಾಗ ಅವರು ಬೆನ್ನು ತಿರುಗಿಸುತ್ತಿದ್ದರು” ಎಂದು ಹೇಳಿದರು. ಜಮ್ಮು ಮತ್ತು ಕಾಶ್ಮೀರಕ್ಕೆ ರಾಜ್ಯ ಸ್ಥಾನಮಾನವನ್ನು ಮರಳಿ ನೀಡಲಾಗುವುದು ಎಂದು ಪ್ರಧಾನಿ ನರೇಂದ್ರ ಮೋದಿ ಭರವಸೆ ನೀಡಿ, ರಾಜ್ಯದಲ್ಲಿ ವಿಧಾನಸಭೆ ಚುನಾವಣೆ ನಡೆಯುವ ದಿನಗಳು ದೂರವಿಲ್ಲ ಎಂದರು. bbox=[1237, 1049, 1533, 1289]
patanjali-column-1: ಬೆಂಗಳೂರು: ಪತಂಜಲಿ ಕಂಪನಿಯ ಎಲ್ಲ ಉತ್ಪನ್ನಗಳ ಗುಣಮಟ್ಟ ಪರೀಕ್ಷಿಸುವಂತೆ ಔಷಧ ನಿಯಂತ್ರಣ ಇಲಾಖೆ ಮತ್ತು ಆಯುಷ್ ಆಯುಕ್ತರಿಗೆ ಆರೋಗ್ಯ ಸಚಿವ ದಿನೇಶ್ ಗುಂಡೂರಾವ್ ಸೂಚಿಸಿದ್ದಾರೆ. ಈ ಬಗ್ಗೆ ಅವರು ‘ಎಕ್ಸ್’ನಲ್ಲಿ ಪೋಸ್ಟ್ ಮಾಡಿದ್ದು, ‘ಬಾಬಾ ರಾಮದೇವ ಮತ್ತು ಅವರ ಪತಂಜಲಿ ಕಂಪನಿ ಮಾಡಿದ ನಿರ್ದಯ ವಂಚನೆಯನ್ನು ಕ್ಷಮಿಸಲಾಗದು. ಅವರು ಆಯುರ್ವೇದ ಮತ್ತು ಭಾರತೀಯ ಔಷಧ ಪದ್ಧತಿಗೆ bbox=[40, 1648, 236, 1787]
photo-backdrop-text: DA DISTRIC bbox=[247, 1626, 400, 1656]
vijayapura-illustration bbox=[1304, 1741, 1508, 1834]
lead-column-1: ಕೊಪ್ಪಳ: ಪ್ರಧಾನ ಮಂತ್ರಿ ನರೇಂದ್ರ ಮೋದಿಯವರು ಈ ಬಾರಿಯ ಲೋಕಸಭೆಗೆ 400 ಸ್ಥಾನ ಗೆಲ್ಲುತ್ತೇವೆನ್ನುತ್ತಿದ್ದಾರೆ. ಜನರ ತೀರ್ಪಿಗಿಂತ ಮುಂಚೆ ತಾವೇ ತೀರ್ಪು ಘೋಷಿಸಿಕೊಳ್ಳುವುದು ಫ್ಯಾಸಿಸ್ಟ್ ಸರ್ವಾಧಿಕಾರದ ಧೋರಣೆ ಎಂದು ಪ್ರಜಾಪ್ರಭುತ್ವ ರಕ್ಷಣಾ ವೇದಿಕೆ ಪ್ರಧಾನ ಸಂಚಾಲಕ ಅಲ್ಲಮಪ್ರಭು ಬೆಟ್ಟದೂರು ಹೇಳಿದರು. ಅವರು, ಶುಕ್ರವಾರ ನಗರದ ಪತ್ರಿಕಾಭವನದಲ್ಲಿ ಪತ್ರಿಕಾಗೋಷ್ಠಿದ್ದೇಶಿಸಿ ಮಾತನಾಡಿ ಚುನಾವಣೆ ಆಯೋಗ, ಇಡಿ, ಸಿಬಿಐ ಸೇರಿದಂತೆ ಇತರೆ ಸರ್ಕಾರಿ ಯಂತ್ರಾಂಗಳನ್ನು ಬಳಸಿಕೊಂಡು ಮತ್ತು ಹಣದ ಹೊಳೆ ಹರಿಸಿ ಗೆಲ್ಲುವ ವಿಶ್ವಾಸದಲ್ಲಿದ್ದಾರೆ.ಬಿಜೆಪಿಯೇತರ ಆಡಳಿತ ಇರುವ ರಾಜ್ಯಗಳಿಗೆ ನ್ಯಾಯಯುತವಾಗಿ ಕೊಡಬೇಕಾದ bbox=[47, 655, 356, 812]
manipur-kicker: ಬದಲಾವಣೆ ಸುದ್ದಿ bbox=[1080, 313, 1148, 327]
returning-officer-sign: RETURNING OFFICER bbox=[161, 1258, 253, 1268]
modi-column-1: ಶ್ರಾವಣ ಮಾಸದಲ್ಲಿ ಕುರಿ ಮಾಂಸ ತಿಂದಿದ್ದಾರೆ’ ಎಂಬ ಕಾರಣಕ್ಕೆ ಕಾಂಗ್ರೆಸ್ ನಾಯಕ ರಾಹುಲ್ ಗಾಂಧಿ ಮತ್ತು ಆರ್‌ಜೆಡಿ ಮುಖ್ಯಸ್ಥ ಲಾಲು ಪ್ರಸಾದ್ ಯಾದವ್ ಅವರನ್ನು ಮೊಘಲರಿಗೆ ಹೋಲಿಸಿರುವ ಪ್ರಧಾನಮಂತ್ರಿ ನರೇಂದ್ರ ಮೋದಿ, ವೈಯಕ್ತಿಯ ವಿಚಾರಗಳನ್ನು ಇಟ್ಟುಕೊಂಡು ಟೀಕೆ ಮಾಡುತ್ತಿದ್ದಾರೆ. ಸಾಮಾಜಿಕ ನ್ಯಾಯ ಕಲ್ಪಿಸುವ ಉದ್ದೇಶದಿಂದ ದೇಶದಾದ್ಯಂತ ಜಾತಿ ಗಣತಿ ನಡೆಸುತ್ತೇವೆ’ ಎಂಬ ಕಾಂಗ್ರೆಸ್ ಭರವಸೆಯನ್ನು ಮುಸ್ಲಿಂ ಲೀಗ್ ಚಿಂತನೆಗಳಿಗೆ ಹೋಲಿಸಿದ್ದ ಪ್ರಧಾನಿ ಮೋದಿ, ಇದೀಗ ರಾಹುಲ್ ಮತ್ತು ಲಾಲು ಅವರ ಆಹಾರ ಸಂಸ್ಕೃತಿಯನ್ನೂ ತಮ್ಮ ಚುನಾವಣಾ ಪ್ರಚಾರದ ವೇದಿಕೆಗಳಲ್ಲಿ ಟೀಕಿಸಿದ್ದಾರೆ. ಶ್ರಾವಣ ಮಾಸದಲ್ಲಿ ಕುರಿ ಮಾಂಸ ತಿಂದಿದ್ದಾರೆ; ಅವರು ಬಹುಸಂಖ್ಯಾತರ ಭಾವನೆಗಳ ಬಗ್ಗೆ ತಲೆಕೆಡಿಸಿಕೊಳ್ಳುವುದಿಲ್ಲ’ ಎಂದು ಇಬ್ಬರು ನಾಯಕರ ಹೆಸರನ್ನು ನೇರವಾಗಿ ಹೇಳದೆ ಟೀಕೆ ಮಾಡಿರುವ ಮೋದಿ, ಇಬ್ಬರನ್ನೂ ಮೊಘಲರೊಂದಿಗೆ ಹೋಲಿಸಿದ್ದಾರೆ. ಕಳೆದ ವರ್ಷ ಸೆಪ್ಟೆಂಬರ್‌ನಲ್ಲಿ ಬಿಡುಗಡೆಯಾದ, ರಾಹುಲ್ ಮತ್ತು ಲಾಲು ಅವರು ಅಡುಗೆ ಮಾಡುವ ವಿಡಿಯೊ ಸಾಕಷ್ಟು ವೈರಲ್ ಆಗಿತ್ತು. bbox=[632, 1073, 864, 1331]
manipur-headline-line2: ರದ್ದುಗೊಳಿಸುವಂತೆ ಸಾಮಾಜಿಕ ಕಾರ್ಯಕರ್ತೆ bbox=[1099, 227, 1448, 257]
lead-headline-line1: ಮೋದಿಯವರ ಫ್ಯಾಸಿಸ್ಟ್ ಸರ್ವಾಧಿಕಾರದ bbox=[197, 192, 807, 250]
press-meet-illustration bbox=[27, 371, 975, 616]
dk-kicker: ಬದಲಾವಣೆ ಸುದ್ದಿ bbox=[138, 1303, 228, 1322]
tharoor-article bbox=[11, 1900, 1141, 2377]
manipur-column-1: ಮಣಿಪುರದಲ್ಲಿ ಜನಾಂಗೀಯ ಘರ್ಷಣೆಗಳನ್ನು ವಿರೋಧಿಸಿ ಆಮರಣಾಂತ ಉಪವಾಸ ನಡೆಸಿದ್ದಕ್ಕಾಗಿ ತನ್ನ ವಿರುದ್ಧ ದಾಖಲಾಗಿರುವ ಎಫ್‌ಐಆರ್‌ಗಳನ್ನು ರದ್ದುಗೊಳಿಸುವಂತೆ ಕೋರಿ ಟ್ರಾನ್ಸ್‌ಜೆಂಡರ್ ಕಾರ್ಯಕರ್ತೆಯೊಬ್ಬರು ಸಲ್ಲಿಸಿದ್ದ ಮನವಿಯನ್ನು ಪರಿಗಣಿಸಲು ಸುಪ್ರೀಂ ಕೋರ್ಟ್ ನಿರಾಕರಿಸಿದೆ. ಮುಖ್ಯ ನ್ಯಾಯಮೂರ್ತಿ ಡಿ ವೈ ಚಂದ್ರಚೂಡ್ ನೇತೃತ್ವದ ತ್ರಿಸದಸ್ಯ ಪೀಠವು, ಹೋರಾಟಗಾರ್ತಿ ಮಾಲೆಮ್ ತೊಂಗಮ್ ಅವರಿಗೆ ತನ್ನ ಕುಂದುಕೊರತೆಗಳ ಪರಿಹಾರಕ್ಕಾಗಿ ಮಣಿಪುರ ಹೈಕೋರ್ಟ್ ಅನ್ನು ಸಂಪರ್ಕಿಸಲು ಸ್ವಾತಂತ್ರ್ಯವನ್ನು ನೀಡಿದೆ. "ಅರ್ಜಿದಾರರು 1973ರ ಕ್ರಿಮಿನಲ್ ಪ್ರಕ್ರಿಯಾ ಸಂಹಿತೆಯ ಸೆಕ್ಷನ್ 482 ರ ಅಡಿಯಲ್ಲಿ ಮಣಿಪುರದ ಹೈಕೋರ್ಟಿಗೆ ತನ್ನ ಅಧಿಕಾರ ವ್ಯಾಪ್ತಿಯನ್ನು ಚಲಾಯಿಸಲು ಸ್ವಾತಂತ್ರ್ಯ ಹೊಂದಿರುತ್ತಾರೆ. ಆದ್ದರಿಂದ, ನಾವು ಭಾರತದ ಸಂವಿಧಾನದ 32ನೇ ವಿಧಿಯ ಅಡಿಯಲ್ಲಿ ಅರ್ಜಿಯನ್ನು ಪರಿಗಣಿಸಲು ಒಲವು ತೋರುವುದಿಲ್ಲ" ಎಂದು ನ್ಯಾಯಮೂರ್ತಿಗಳಾದ ಜೆ.ಬಿ. ಪರ್ದಿವಾಲಾ ಮತ್ತು ಮನೋಜ್ ಮಿಶ್ರಾ ಅವರನ್ನೊಳಗೊಂಡ ಪೀಠವು ಹೇಳಿದೆ. ಫೆಬ್ರವರಿ 22 ರಂದು ದೆಹಲಿ ವಿಶ್ವವಿದ್ಯಾನಿಲಯದಲ್ಲಿ ಥೋಂಗಮ್ ತನ್ನ ಉಪವಾಸ ಸತ್ಯಾಗ್ರಹವನ್ನು ಪ್ರಾರಂಭಿಸಿದರು. ಅವರು ಫೆಬ್ರವರಿ 27 ರಂದು ದೆಹಲಿಯಿಂದ bbox=[1023, 335, 1200, 802]
